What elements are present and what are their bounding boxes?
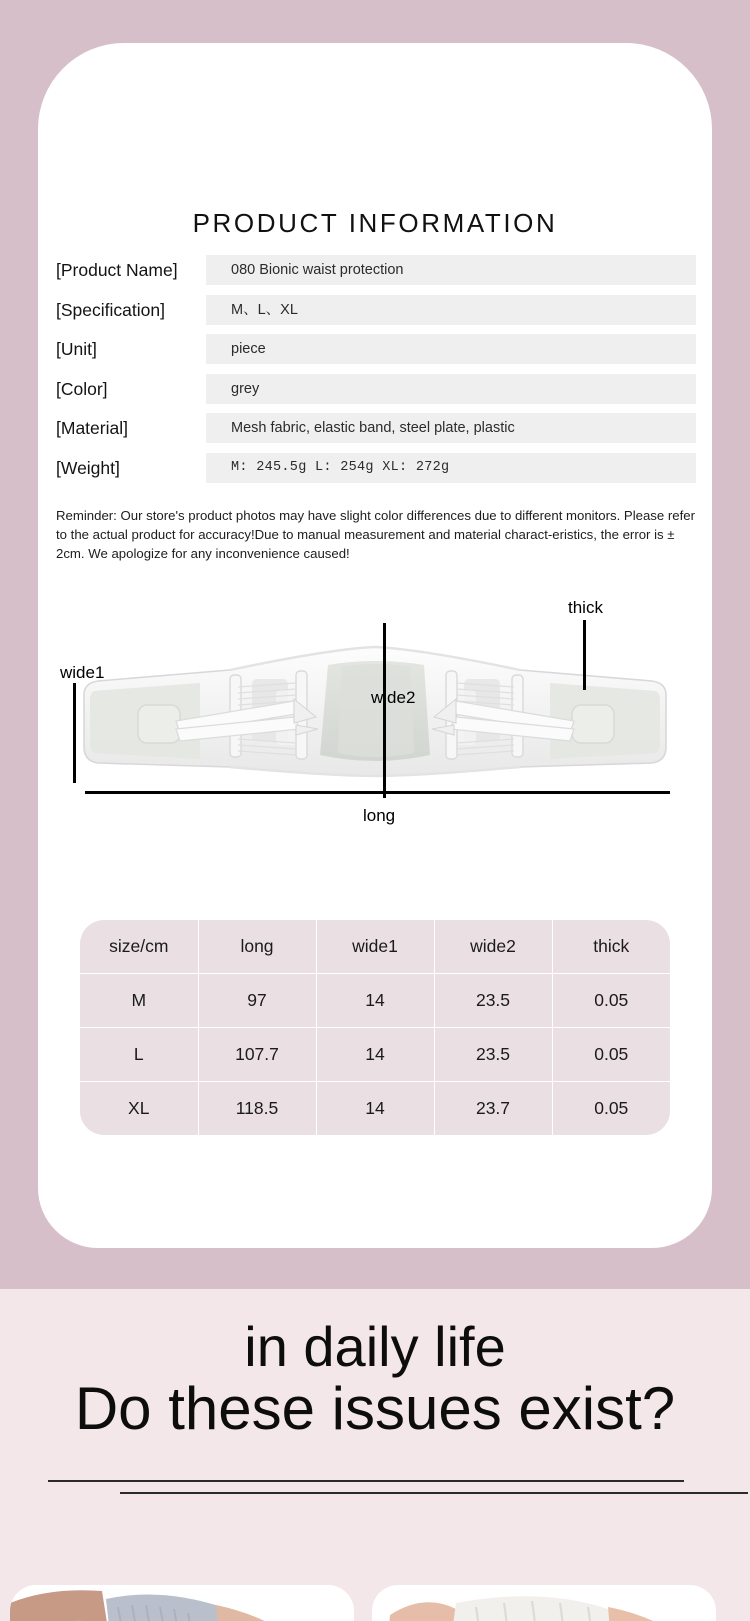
- table-row: [80, 1082, 670, 1136]
- table-cell-wide2: 23.7: [434, 1082, 552, 1136]
- spec-value: piece: [206, 334, 696, 364]
- table-cell-long: 107.7: [198, 1028, 316, 1082]
- product-info-card: [38, 43, 712, 1248]
- long-label: long: [363, 806, 396, 825]
- table-row: [80, 1028, 670, 1082]
- belt-illustration-icon: [80, 643, 670, 778]
- page-title: PRODUCT INFORMATION: [192, 208, 558, 239]
- table-cell-size: XL: [80, 1082, 198, 1136]
- spec-value: M: 245.5g L: 254g XL: 272g: [206, 453, 696, 483]
- wide2-measure-line: [383, 623, 386, 798]
- promo-photo-right: [372, 1585, 716, 1621]
- spec-value: M、L、XL: [206, 295, 696, 325]
- spec-row-color: [56, 374, 696, 414]
- table-cell-thick: 0.05: [552, 1082, 670, 1136]
- table-header-cell: wide1: [316, 920, 434, 974]
- divider-line-top: [48, 1480, 684, 1482]
- specification-list: [56, 255, 696, 492]
- person-photo-icon: [10, 1585, 354, 1621]
- long-measure-line: [85, 791, 670, 794]
- table-header-cell: wide2: [434, 920, 552, 974]
- thick-label: thick: [568, 598, 603, 617]
- table-row: [80, 974, 670, 1028]
- product-diagram: [38, 588, 712, 838]
- table-header-cell: long: [198, 920, 316, 974]
- spec-label: [Material]: [56, 418, 128, 438]
- spec-label: [Unit]: [56, 339, 97, 359]
- spec-value: grey: [206, 374, 696, 404]
- bottom-promo-section: [0, 1289, 750, 1621]
- spec-value: Mesh fabric, elastic band, steel plate, plastic: [206, 413, 696, 443]
- table-header-cell: size/cm: [80, 920, 198, 974]
- spec-label: [Color]: [56, 378, 108, 399]
- thick-leader-line: [583, 620, 586, 690]
- table-cell-long: 97: [198, 974, 316, 1028]
- spec-row-specification: [56, 295, 696, 335]
- spec-row-weight: [56, 453, 696, 493]
- spec-row-unit: [56, 334, 696, 374]
- table-cell-long: 118.5: [198, 1082, 316, 1136]
- table-cell-size: M: [80, 974, 198, 1028]
- promo-photo-left: [10, 1585, 354, 1621]
- table-cell-wide2: 23.5: [434, 1028, 552, 1082]
- size-table: [80, 920, 670, 1135]
- headline-line-2: Do these issues exist?: [74, 1375, 676, 1443]
- headline-line-1: in daily life: [244, 1315, 506, 1378]
- person-photo-icon: [372, 1585, 716, 1621]
- table-cell-wide1: 14: [316, 1082, 434, 1136]
- reminder-text: Reminder: Our store's product photos may have slight color differences due to different monitors. Please refer to the actual product for accuracy!Due to manual measurement and material charact-eristics, the error is ± 2cm. We apologize for any inconvenience caused!: [56, 508, 696, 562]
- wide1-label: wide1: [60, 663, 105, 682]
- spec-label: [Product Name]: [56, 260, 178, 280]
- table-cell-thick: 0.05: [552, 974, 670, 1028]
- wide1-measure-line: [73, 683, 76, 783]
- waist-belt-image: [80, 643, 670, 778]
- spec-row-material: [56, 413, 696, 453]
- table-cell-wide2: 23.5: [434, 974, 552, 1028]
- divider-line-bottom: [120, 1492, 748, 1494]
- table-cell-wide1: 14: [316, 1028, 434, 1082]
- table-header-row: [80, 920, 670, 974]
- spec-label: [Specification]: [56, 299, 165, 320]
- spec-label: [Weight]: [56, 457, 120, 478]
- promo-headline: [0, 1317, 750, 1442]
- wide2-label: wide2: [371, 688, 416, 707]
- table-header-cell: thick: [552, 920, 670, 974]
- spec-row-product-name: [56, 255, 696, 295]
- spec-value: 080 Bionic waist protection: [206, 255, 696, 285]
- table-cell-size: L: [80, 1028, 198, 1082]
- table-cell-wide1: 14: [316, 974, 434, 1028]
- table-cell-thick: 0.05: [552, 1028, 670, 1082]
